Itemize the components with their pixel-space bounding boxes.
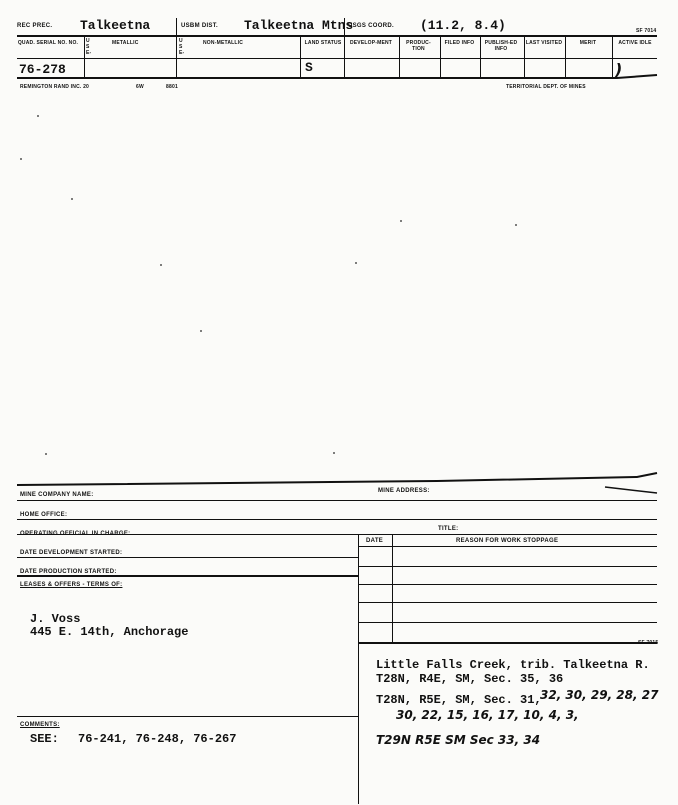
form-number-bottom: SF 7015 (638, 640, 659, 646)
serial-number: 76-278 (19, 62, 66, 77)
usbm-dist-label: USBM DIST. (181, 23, 219, 29)
comments-label: COMMENTS: (20, 722, 60, 728)
department-label: TERRITORIAL DEPT. OF MINES (506, 84, 586, 90)
last-visited-header: LAST VISITED (525, 40, 563, 46)
active-mark: ) (615, 60, 623, 79)
handwritten-sections-line-4: 30, 22, 15, 16, 17, 10, 4, 3, (396, 708, 579, 722)
printer-code-1: 6W (136, 84, 144, 90)
usgs-coord-value: (11.2, 8.4) (420, 18, 506, 33)
rec-prec-value: Talkeetna (80, 18, 151, 33)
active-idle-header: ACTIVE IDLE (618, 40, 652, 46)
development-header: DEVELOP-MENT (349, 40, 393, 46)
non-metallic-header: NON-METALLIC (203, 40, 244, 46)
title-label: TITLE: (438, 526, 459, 532)
quad-serial-header: QUAD. SERIAL NO. NO. (17, 40, 79, 46)
location-line-2: T28N, R4E, SM, Sec. 35, 36 (376, 672, 564, 686)
handwritten-sections-line-3: 32, 30, 29, 28, 27 (540, 688, 659, 702)
printer-mark: REMINGTON RAND INC. 20 (20, 84, 90, 90)
metallic-header: METALLIC (112, 40, 139, 46)
operating-official-label: OPERATING OFFICIAL IN CHARGE: (20, 531, 131, 537)
printer-code-2: 8801 (166, 84, 178, 90)
filed-info-header: FILED INFO (444, 40, 475, 46)
use-right-header: U S E- (179, 38, 185, 56)
rec-prec-label: REC PREC. (17, 23, 53, 29)
published-info-header: PUBLISH-ED INFO (484, 40, 518, 52)
usbm-dist-value: Talkeetna Mtns (244, 18, 354, 33)
mine-company-label: MINE COMPANY NAME: (20, 492, 94, 498)
merit-header: MERIT (579, 40, 597, 46)
form-number-top: SF 7014 (636, 28, 657, 34)
date-column-header: DATE (366, 538, 384, 544)
date-production-label: DATE PRODUCTION STARTED: (20, 569, 117, 575)
usgs-coord-label: USGS COORD. (348, 23, 394, 29)
comments-see: SEE: (30, 732, 59, 746)
card-edge-lines (17, 465, 659, 495)
location-line-1: Little Falls Creek, trib. Talkeetna R. (376, 658, 650, 672)
production-header: PRODUC-TION (406, 40, 431, 52)
comments-references: 76-241, 76-248, 76-267 (78, 732, 237, 746)
reason-column-header: REASON FOR WORK STOPPAGE (456, 538, 559, 544)
land-status-header: LAND STATUS (304, 40, 342, 46)
leases-label: LEASES & OFFERS - TERMS OF: (20, 582, 123, 588)
land-status-value: S (305, 60, 313, 75)
location-line-3: T28N, R5E, SM, Sec. 31, (376, 693, 542, 707)
lease-holder-address: 445 E. 14th, Anchorage (30, 625, 189, 639)
use-left-header: U S E- (86, 38, 92, 56)
date-development-label: DATE DEVELOPMENT STARTED: (20, 550, 123, 556)
lease-holder-name: J. Voss (30, 612, 81, 626)
handwritten-township-line: T29N R5E SM Sec 33, 34 (376, 733, 541, 747)
mine-address-label: MINE ADDRESS: (378, 488, 430, 494)
home-office-label: HOME OFFICE: (20, 512, 68, 518)
row-bottom-rule (17, 74, 659, 82)
